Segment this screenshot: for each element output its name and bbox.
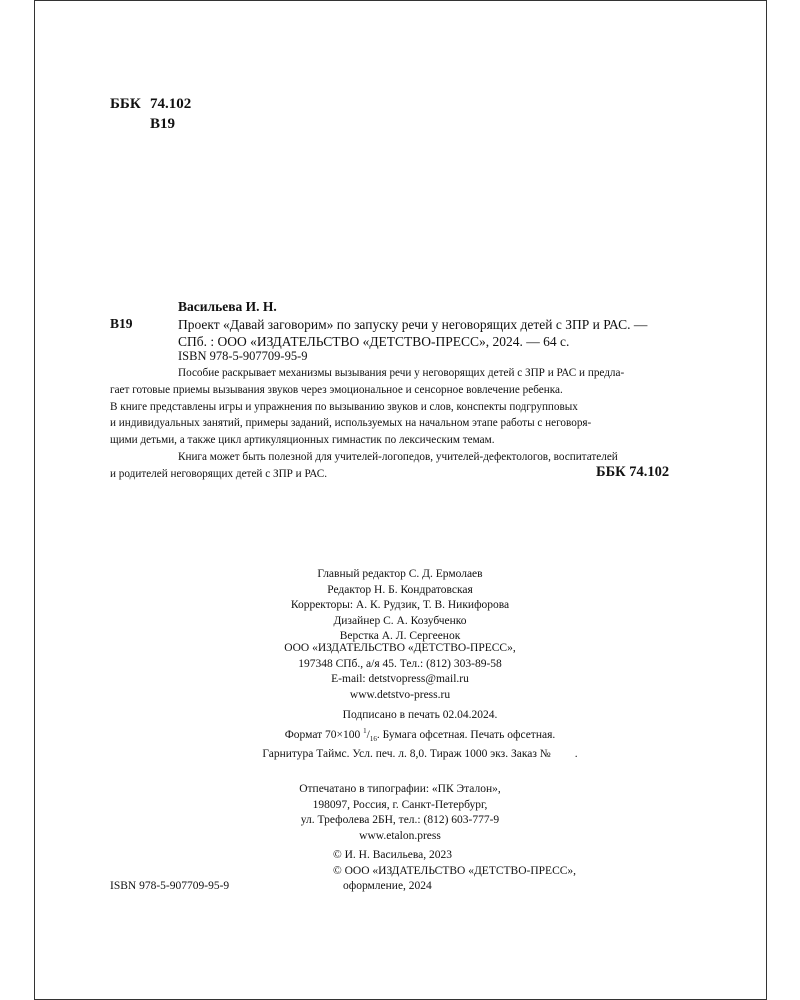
annotation-line: щими детьми, а также цикл артикуляционных гимнастик по лексическим темам.: [110, 434, 495, 447]
printer-site: www.etalon.press: [359, 829, 441, 842]
author-mark: В19: [150, 116, 176, 132]
chief-editor: Главный редактор С. Д. Ермолаев: [317, 568, 483, 580]
proofreaders: Корректоры: А. К. Рудзик, Т. В. Никифорова: [290, 599, 510, 611]
bbk-label: ББК: [110, 96, 141, 112]
format-denominator: 16: [369, 734, 377, 743]
page-border-left: [34, 0, 35, 1000]
publisher-address: 197348 СПб., а/я 45. Тел.: (812) 303-89-58: [298, 657, 502, 670]
publisher-site: www.detstvo-press.ru: [349, 688, 451, 701]
typeface-text: Гарнитура Таймс. Усл. печ. л. 8,0. Тираж 1000 экз. Заказ №: [262, 748, 551, 761]
copyright-line: © И. Н. Васильева, 2023: [333, 849, 452, 861]
format-suffix: . Бумага офсетная. Печать офсетная.: [376, 728, 556, 741]
signed-date: Подписано в печать 02.04.2024.: [342, 709, 498, 721]
printer-line: Отпечатано в типографии: «ПК Эталон»,: [299, 783, 501, 795]
bbk-code: 74.102: [150, 96, 192, 112]
format-prefix: Формат 70×100: [284, 728, 361, 741]
printer-line: ул. Трефолева 2БН, тел.: (812) 603-777-9: [300, 814, 500, 826]
description-line: СПб. : ООО «ИЗДАТЕЛЬСТВО «ДЕТСТВО-ПРЕСС», 2024. — 64 с.: [178, 334, 570, 349]
printer-info: [250, 782, 550, 844]
editorial-credits: [250, 567, 550, 645]
footer-isbn: ISBN 978-5-907709-95-9: [110, 880, 230, 892]
format-line: Формат 70×100 $^1/_{16}$. Бумага офсетная. Печать офсетная.: [284, 726, 556, 743]
publisher-name: ООО «ИЗДАТЕЛЬСТВО «ДЕТСТВО-ПРЕСС»,: [284, 642, 516, 654]
bbk-classification: [110, 94, 191, 134]
description-line: Проект «Давай заговорим» по запуску речи у неговорящих детей с ЗПР и РАС. —: [178, 317, 648, 332]
annotation-line: и индивидуальных занятий, примеры заданий, используемых на начальном этапе работы с неговоря-: [110, 417, 592, 430]
record-code: В19: [110, 316, 133, 331]
bibliographic-description: [178, 316, 690, 350]
annotation-line: гает готовые приемы вызывания звуков через эмоциональное и сенсорное вовлечение ребенка.: [110, 383, 563, 396]
designer: Дизайнер С. А. Козубченко: [333, 614, 467, 627]
editor: Редактор Н. Б. Кондратовская: [327, 583, 473, 596]
page-border-top: [34, 0, 767, 1]
annotation-line: Книга может быть полезной для учителей-логопедов, учителей-дефектологов, воспитателей: [178, 450, 618, 463]
typeface-end: .: [574, 748, 578, 761]
annotation-line: В книге представлены игры и упражнения по вызыванию звуков и слов, конспекты подгрупповых: [110, 400, 578, 413]
format-numerator: 1: [363, 726, 367, 735]
publisher-info: [250, 641, 550, 703]
annotation-bbk: ББК 74.102: [596, 464, 670, 480]
page-border-right: [766, 0, 767, 1000]
layout-artist: Верстка А. Л. Сергеенок: [339, 630, 461, 642]
copyright-block: [333, 848, 576, 895]
copyright-line: © ООО «ИЗДАТЕЛЬСТВО «ДЕТСТВО-ПРЕСС»,: [333, 864, 577, 877]
annotation-line: и родителей неговорящих детей с ЗПР и РАС.: [110, 467, 328, 480]
record-isbn: ISBN 978-5-907709-95-9: [178, 349, 308, 363]
print-info: [230, 708, 610, 763]
record-author: Васильева И. Н.: [178, 299, 277, 314]
copyright-line: оформление, 2024: [343, 880, 432, 892]
annotation-line: Пособие раскрывает механизмы вызывания речи у неговорящих детей с ЗПР и РАС и предла-: [178, 367, 625, 379]
printer-line: 198097, Россия, г. Санкт-Петербург,: [312, 798, 488, 811]
typeface-line: [230, 747, 610, 763]
publisher-email: E-mail: detstvopress@mail.ru: [331, 673, 469, 685]
